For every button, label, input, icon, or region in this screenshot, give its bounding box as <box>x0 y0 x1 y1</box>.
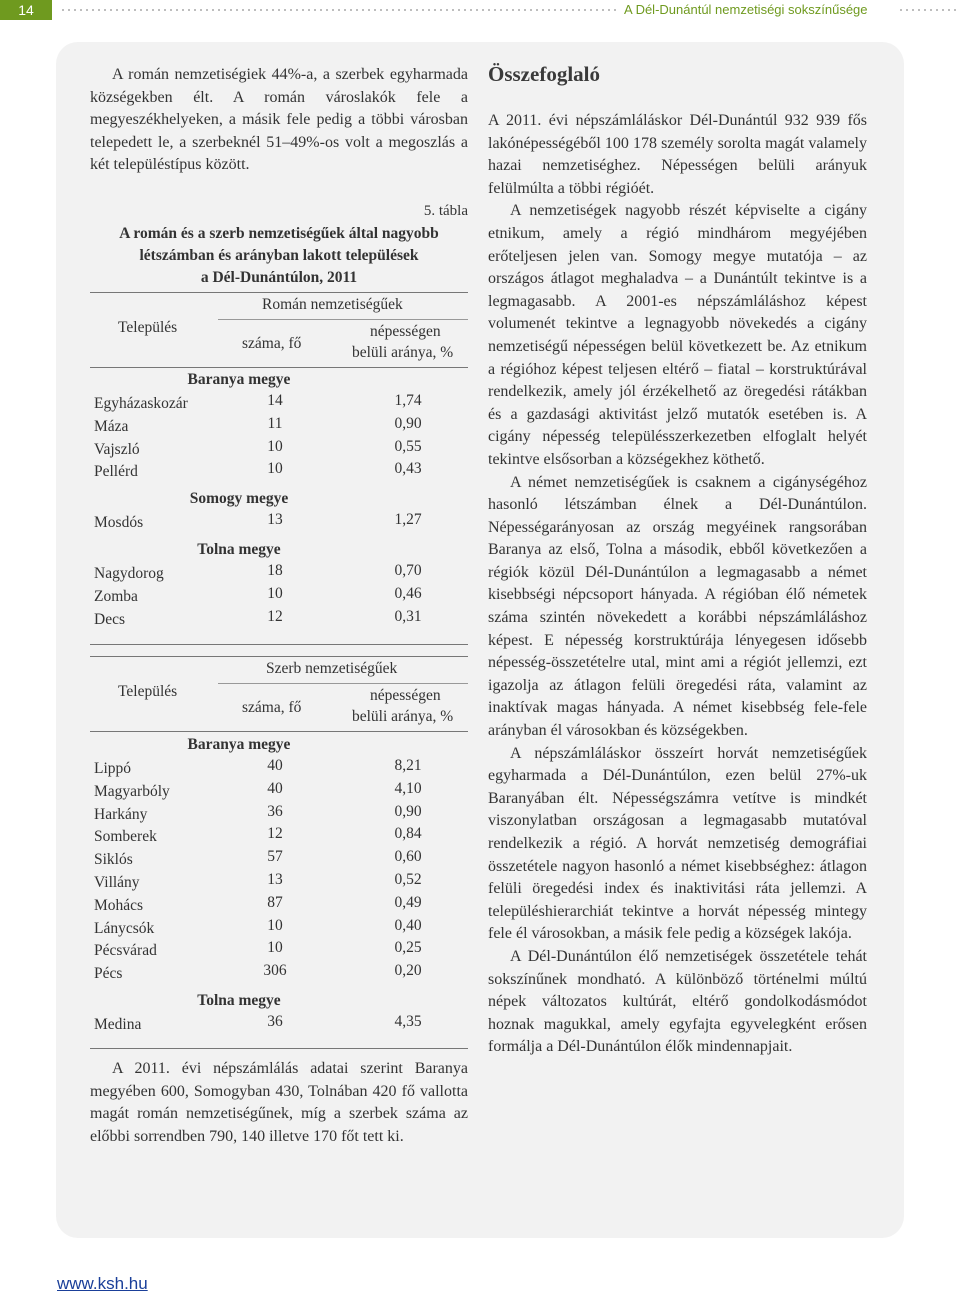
count-value: 13 <box>267 871 283 888</box>
table-title: A román és a szerb nemzetiségűek által nagyobb létszámban és arányban lakott települések a Dél-Dunántúlon, 2011 <box>119 225 439 286</box>
heading-rule <box>218 319 468 320</box>
col-share-1: népességen <box>370 687 441 704</box>
county-subheading: Baranya megye <box>187 371 291 388</box>
count-value: 40 <box>267 757 283 774</box>
count-value: 10 <box>267 437 283 455</box>
ksh-website-link[interactable]: www.ksh.hu <box>57 1274 148 1293</box>
settlement-name: Mohács <box>94 896 144 914</box>
header-bottom-rule <box>90 731 468 732</box>
share-value: 0,70 <box>394 562 422 579</box>
group-heading: Román nemzetiségűek <box>262 296 403 313</box>
settlement-name: Harkány <box>94 805 148 823</box>
count-value: 10 <box>267 460 283 478</box>
summary-paragraph: A 2011. évi népszámláláskor Dél-Dunántúl 932 939 fős lakónépességéből 100 178 személy sorolta magát valamely hazai nemzetiséghez. Népességen belüli arányuk felülmúlta a többi régióét. <box>488 112 867 197</box>
table-top-rule <box>90 292 468 293</box>
share-value: 0,90 <box>394 802 422 820</box>
col-count: száma, fő <box>242 335 302 352</box>
col-settlement: Település <box>118 683 178 700</box>
share-value: 0,52 <box>394 871 422 888</box>
header-dotted-rule-right <box>898 9 960 11</box>
share-value: 0,40 <box>394 916 422 934</box>
county-subheading: Tolna megye <box>197 992 281 1009</box>
settlement-name: Vajszló <box>94 440 140 458</box>
header-dotted-rule <box>60 9 616 11</box>
page-number: 14 <box>0 0 52 20</box>
table-top-rule <box>90 656 468 657</box>
col-share-1: népességen <box>370 323 441 340</box>
settlement-name: Decs <box>94 610 125 628</box>
page-header <box>0 0 960 20</box>
share-value: 1,27 <box>394 511 422 529</box>
group-heading: Szerb nemzetiségűek <box>266 660 398 677</box>
table-number: 5. tábla <box>423 203 468 219</box>
share-value: 1,74 <box>394 392 422 409</box>
left-outro-paragraph: A 2011. évi népszámlálás adatai szerint Baranya megyében 600, Somogyban 430, Tolnában 420 fő vallotta magát román nemzetiségűnek, míg a szerbek száma az előbbi sorrendben 790, 140 illetve 170 főt tett ki. <box>90 1060 468 1145</box>
share-value: 0,31 <box>394 607 422 625</box>
count-value: 12 <box>267 825 283 843</box>
count-value: 57 <box>267 848 283 866</box>
count-value: 14 <box>267 392 283 409</box>
county-subheading: Tolna megye <box>197 541 281 558</box>
col-count: száma, fő <box>242 699 302 716</box>
share-value: 4,10 <box>394 779 422 797</box>
count-value: 36 <box>267 1013 283 1030</box>
count-value: 11 <box>267 414 283 432</box>
share-value: 0,49 <box>394 893 422 911</box>
count-value: 306 <box>263 962 287 980</box>
table-bottom-rule <box>90 1048 468 1049</box>
settlement-name: Siklós <box>94 851 133 869</box>
count-value: 10 <box>267 584 283 602</box>
county-subheading: Baranya megye <box>187 736 291 753</box>
summary-paragraph: A népszámláláskor összeírt horvát nemzetiségűek egyharmada a Dél-Dunántúlon, ezen belül 27%-uk Baranyában élt. Népességszámra vetítve is mindkét viszonylatban országosan a legmagasabb mutatóval rendelkezik a régió. A horvát nemzetiség demográfiai összetétele nagyon hasonló a német kisebbséghez: átlagon felüli öregedési index és inaktivitási ráta jellemzi. A településhierarchiát tekintve a horvát népesség mintegy fele él városokban, a másik fele pedig a községek lakója. <box>488 744 867 943</box>
settlement-name: Medina <box>94 1016 142 1033</box>
count-value: 10 <box>267 916 283 934</box>
share-value: 8,21 <box>394 757 422 774</box>
summary-text <box>488 110 867 1059</box>
count-value: 40 <box>267 779 283 797</box>
settlement-name: Lippó <box>94 760 132 777</box>
share-value: 0,90 <box>394 414 422 432</box>
settlement-name: Zomba <box>94 587 138 605</box>
share-value: 4,35 <box>394 1013 422 1030</box>
count-value: 87 <box>267 893 283 911</box>
col-share-2: belüli aránya, % <box>352 344 454 361</box>
settlement-name: Lánycsók <box>94 919 155 937</box>
summary-paragraph: A Dél-Dunántúlon élő nemzetiségek összetétele tehát sokszínűnek mondható. A különböző történelmi múltú népek változatos kultúrát, eltérő gondolkodásmódot hoznak magukkal, amely egyfajta egyvelegként erősen formálja a Dél-Dunántúlon élők mindennapjait. <box>488 947 867 1056</box>
settlement-name: Pellérd <box>94 463 138 481</box>
share-value: 0,43 <box>394 460 422 478</box>
header-bottom-rule <box>90 367 468 368</box>
heading-rule <box>218 683 468 684</box>
count-value: 36 <box>267 802 283 820</box>
running-title: A Dél-Dunántúl nemzetiségi sokszínűsége <box>624 2 868 17</box>
share-value: 0,84 <box>394 825 422 843</box>
settlement-name: Máza <box>94 417 129 435</box>
share-value: 0,55 <box>394 437 422 455</box>
romanian-table <box>90 292 468 637</box>
count-value: 18 <box>267 562 283 579</box>
share-value: 0,46 <box>394 584 422 602</box>
county-subheading: Somogy megye <box>189 490 289 508</box>
count-value: 12 <box>267 607 283 625</box>
col-share-2: belüli aránya, % <box>352 708 454 725</box>
share-value: 0,60 <box>394 848 422 866</box>
share-value: 0,20 <box>394 962 422 980</box>
summary-heading: Összefoglaló <box>488 62 600 86</box>
settlement-name: Pécsvárad <box>94 942 157 960</box>
settlement-name: Magyarbóly <box>94 782 170 800</box>
col-settlement: Település <box>118 319 178 336</box>
table-bottom-rule <box>90 644 468 645</box>
share-value: 0,25 <box>394 939 422 957</box>
settlement-name: Nagydorog <box>94 565 164 582</box>
summary-paragraph: A nemzetiségek nagyobb részét képviselte a cigány etnikum, amely a régió mindhárom megyéjében erőteljesen jelen van. Somogy megye mutatója – az országos átlagot meghaladva – a Dunántúlt tekintve is a legmagasabb. A 2001-es népszámláláshoz képest volumenét tekintve a legnagyobb növekedés a cigány nemzetiségű népességen belül következett be. Az etnikum a régióhoz képest teljesen eltérő – fiatal – korstruktúrával rendelkezik, amely jól érzékelhető az öregedési rátákban és a gazdasági aktivitást jelző mutatók esetében is. A cigány népesség településszerkezetben elfoglalt helyét tekintve elsősorban a községekhez köthető. <box>488 202 867 468</box>
count-value: 13 <box>267 511 283 529</box>
summary-paragraph: A német nemzetiségűek is csaknem a cigánységéhoz hasonló létszámban élnek a Dél-Dunántúlon. Népességarányosan az ország megyéinek rangsorában Baranya az első, Tolna a második, ebből következően a régiók közül Dél-Dunántúlon a legmagasabb a német kisebbségi népcsoport hányada. A régióban élő németek száma szintén növekedett a korábbi népszámláláshoz képest. E népesség korstruktúrája lényegesen idősebb népesség-összetételre utal, mint ami a régiót jellemzi, ezt igazolja az átlagon felüli öregedési ráta, valamint az inaktívak magas hányada. A német kisebbség fele-fele arányban él városokban és községekben. <box>488 473 867 740</box>
serbian-table <box>90 656 468 1046</box>
settlement-name: Egyházaskozár <box>94 395 188 412</box>
left-intro-paragraph: A román nemzetiségiek 44%-a, a szerbek egyharmada községekben élt. A román városlakók fele a megyeszékhelyeken, a másik fele pedig a többi városban telepedett le, a szerbeknél 51–49%-os volt a megoszlás a két településtípus között. <box>90 66 468 174</box>
settlement-name: Somberek <box>94 828 157 846</box>
settlement-name: Mosdós <box>94 514 144 532</box>
settlement-name: Villány <box>94 874 140 891</box>
settlement-name: Pécs <box>94 965 123 983</box>
count-value: 10 <box>267 939 283 957</box>
